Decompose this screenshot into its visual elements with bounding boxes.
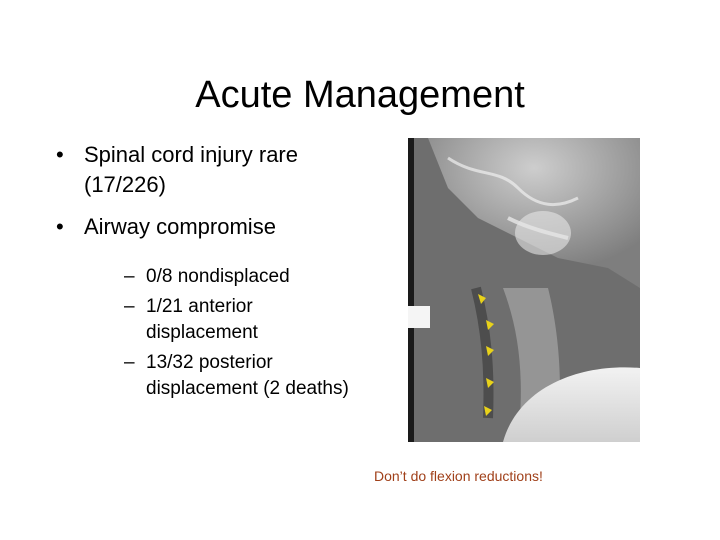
xray-graphic	[408, 138, 640, 442]
bullet-list	[52, 140, 362, 414]
sub-bullet-text: 13/32 posterior displacement (2 deaths)	[146, 352, 349, 399]
sub-bullet-marker: –	[124, 296, 135, 317]
bullet-text: Airway compromise	[84, 214, 276, 239]
sub-bullet-marker: –	[124, 352, 135, 373]
sub-bullet-list	[84, 264, 362, 402]
sub-bullet-text: 1/21 anterior displacement	[146, 296, 258, 343]
bullet-text: Spinal cord injury rare (17/226)	[84, 142, 298, 197]
bullet-marker: •	[56, 142, 64, 167]
warning-caption: Don’t do flexion reductions!	[374, 468, 543, 484]
sub-bullet-marker: –	[124, 266, 135, 287]
teeth-shape	[408, 306, 430, 328]
sub-bullet-item	[84, 264, 362, 290]
sub-bullet-item	[84, 294, 362, 346]
bullet-marker: •	[56, 214, 64, 239]
xray-left-border	[408, 138, 414, 442]
sub-bullet-item	[84, 350, 362, 402]
bullet-item	[52, 140, 362, 200]
atlas-shape	[515, 211, 571, 255]
slide-title: Acute Management	[195, 74, 525, 116]
bullet-item	[52, 212, 362, 402]
lateral-neck-xray-image	[408, 138, 640, 442]
sub-bullet-text: 0/8 nondisplaced	[146, 266, 290, 287]
